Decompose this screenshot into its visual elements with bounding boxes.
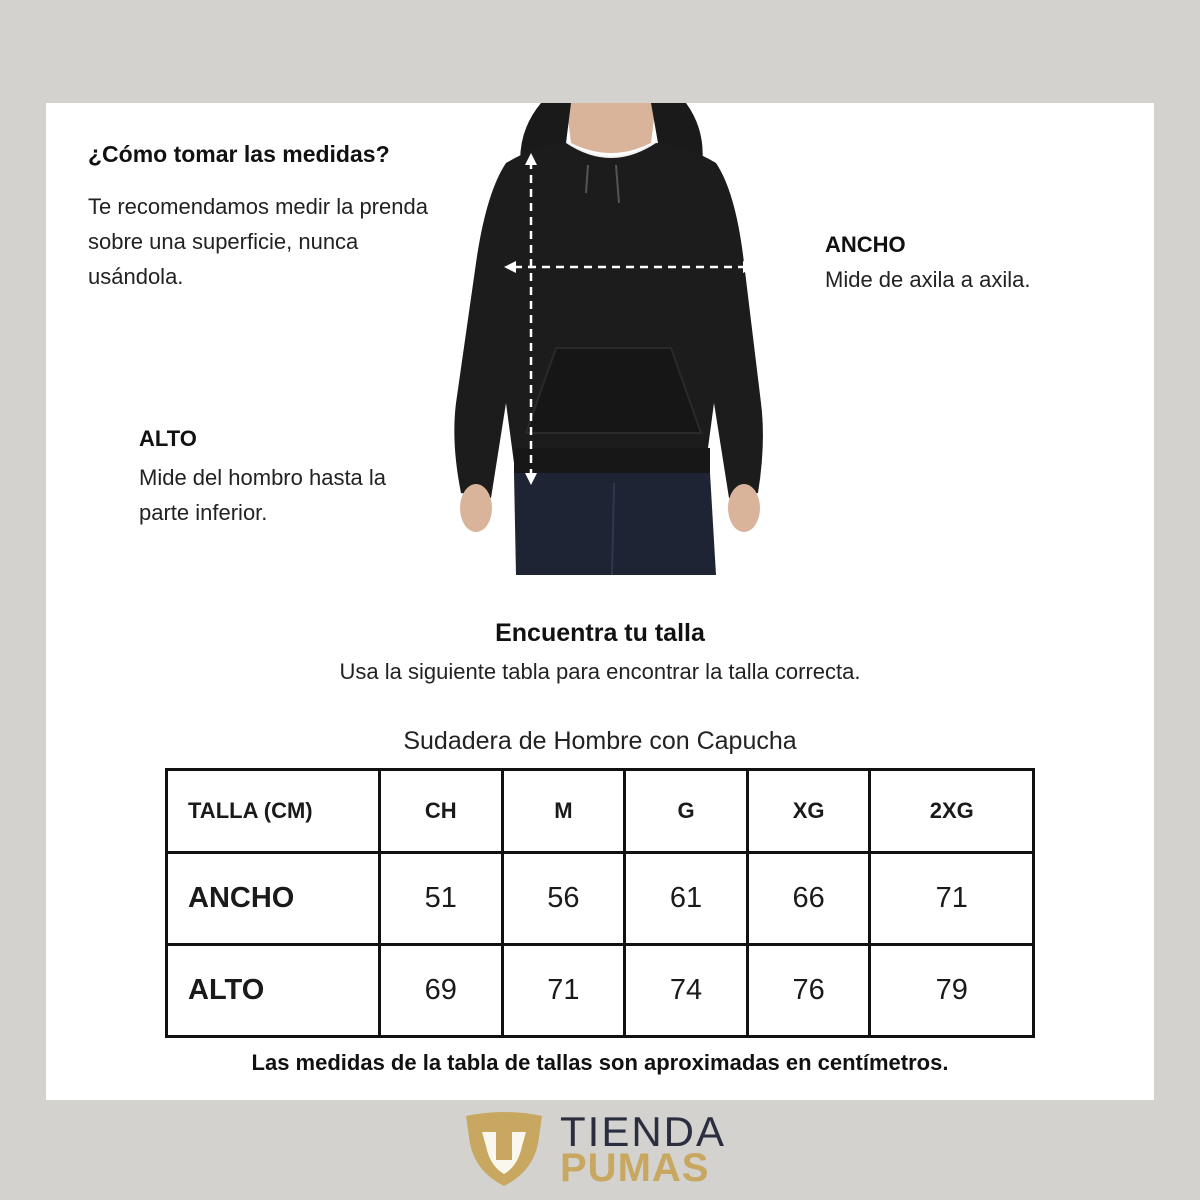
table-cell: 79: [870, 945, 1034, 1037]
brand-name-pumas: PUMAS: [560, 1146, 710, 1190]
table-cell: 71: [502, 945, 625, 1037]
how-to-measure-title: ¿Cómo tomar las medidas?: [88, 141, 390, 167]
how-to-measure-text: Te recomendamos medir la prenda sobre una superficie, nunca usándola.: [88, 194, 428, 289]
hoodie-measure-illustration: [446, 103, 776, 575]
row-label-ancho: ANCHO: [167, 853, 380, 945]
row-label-alto: ALTO: [167, 945, 380, 1037]
header-cell-m: M: [502, 770, 625, 853]
table-cell: 56: [502, 853, 625, 945]
size-table-header-row: [167, 770, 1034, 853]
header-cell-xg: XG: [747, 770, 870, 853]
size-table-row-ancho: [167, 853, 1034, 945]
table-cell: 76: [747, 945, 870, 1037]
size-table-title: Sudadera de Hombre con Capucha: [403, 727, 797, 755]
ancho-label: ANCHO: [825, 232, 906, 257]
alto-description: Mide del hombro hasta la parte inferior.: [139, 465, 387, 525]
puma-head-icon: [462, 1110, 546, 1190]
header-cell-ch: CH: [380, 770, 503, 853]
header-cell-2xg: 2XG: [870, 770, 1034, 853]
table-cell: 71: [870, 853, 1034, 945]
size-guide-card: [46, 103, 1154, 1100]
table-cell: 74: [625, 945, 748, 1037]
find-size-subtitle: Usa la siguiente tabla para encontrar la talla correcta.: [339, 659, 861, 684]
header-cell-g: G: [625, 770, 748, 853]
find-size-title: Encuentra tu talla: [495, 619, 705, 647]
table-cell: 66: [747, 853, 870, 945]
brand-name-tienda: TIENDA: [560, 1108, 727, 1155]
tienda-pumas-logo: [462, 1108, 762, 1188]
header-cell-talla: TALLA (CM): [167, 770, 380, 853]
size-table: [165, 768, 1035, 1038]
table-cell: 61: [625, 853, 748, 945]
ancho-description: Mide de axila a axila.: [825, 267, 1031, 292]
table-cell: 69: [380, 945, 503, 1037]
alto-label: ALTO: [139, 426, 197, 451]
size-table-row-alto: [167, 945, 1034, 1037]
table-cell: 51: [380, 853, 503, 945]
size-footnote: Las medidas de la tabla de tallas son aproximadas en centímetros.: [251, 1050, 949, 1075]
